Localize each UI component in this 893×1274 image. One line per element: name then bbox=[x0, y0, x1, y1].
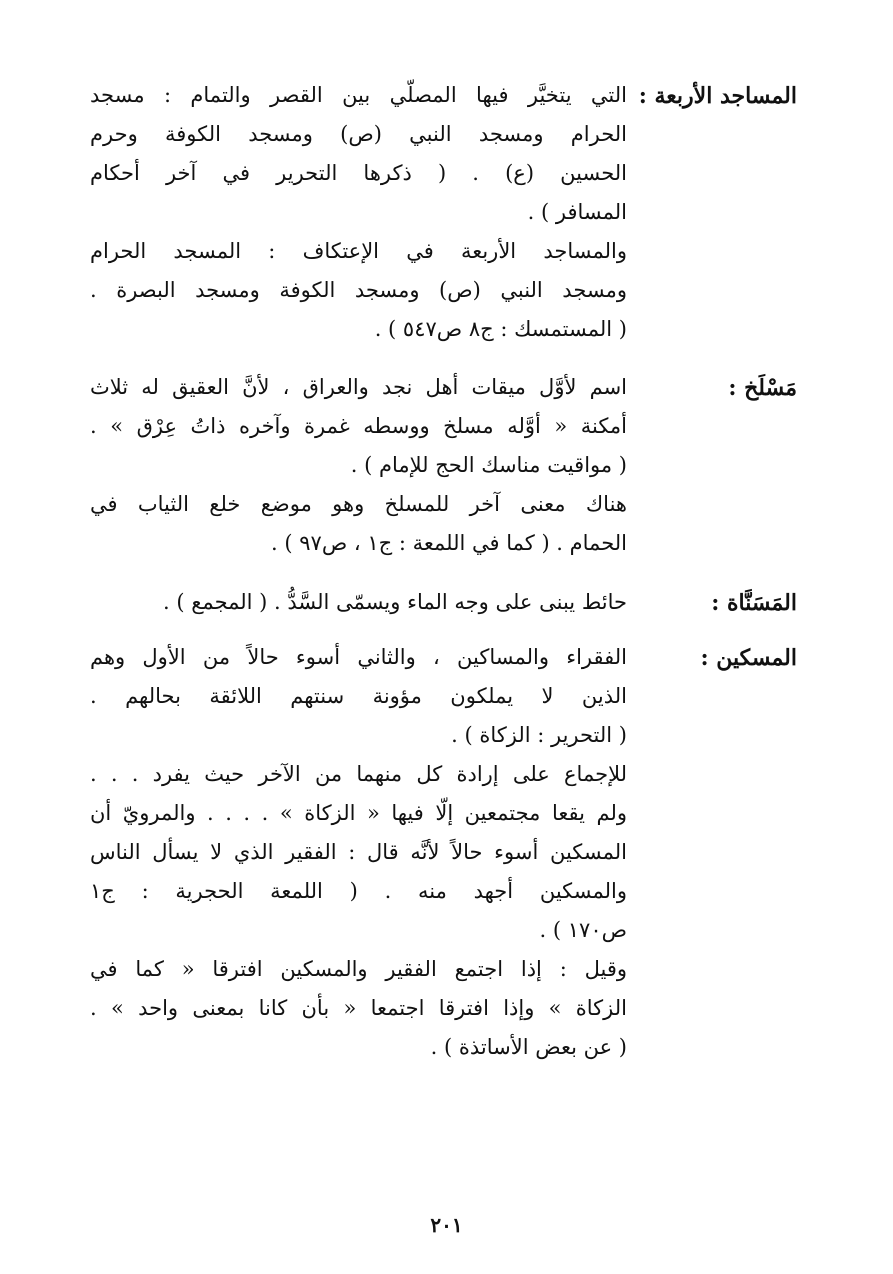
definition-line: وقيل : إذا اجتمع الفقير والمسكين افترقا « كما في bbox=[90, 957, 627, 981]
definition-line: للإجماع على إرادة كل منهما من الآخر حيث يفرد . . . bbox=[90, 762, 627, 786]
definition-line: اسم لأوَّل ميقات أهل نجد والعراق ، لأنَّ العقيق له ثلاث bbox=[90, 375, 627, 399]
definition-line: ( مواقيت مناسك الحج للإمام ) . bbox=[350, 453, 627, 477]
definition-line: حائط يبنى على وجه الماء ويسمّى السَّدُّ . ( المجمع ) . bbox=[163, 590, 627, 614]
definition-line: الزكاة » وإذا افترقا اجتمعا « بأن كانا بمعنى واحد » . bbox=[90, 996, 627, 1020]
entry-masajid bbox=[90, 76, 797, 349]
entry-miskin bbox=[90, 638, 797, 1067]
definition-line: المسافر ) . bbox=[527, 200, 627, 224]
entry-term: المسكين : bbox=[700, 645, 797, 671]
definition-line: ولم يقعا مجتمعين إلّا فيها « الزكاة » . . . . والمرويّ أن bbox=[90, 801, 627, 825]
definition-line: أمكنة « أوَّله مسلخ ووسطه غمرة وآخره ذاتُ عِرْق » . bbox=[90, 414, 627, 438]
entry-definition bbox=[90, 583, 627, 623]
entry-musannat bbox=[90, 583, 797, 623]
definition-line: الفقراء والمساكين ، والثاني أسوء حالاً من الأول وهم bbox=[90, 645, 627, 669]
definition-line: الحرام ومسجد النبي (ص) ومسجد الكوفة وحرم bbox=[90, 122, 627, 146]
definition-line: والمساجد الأربعة في الإعتكاف : المسجد الحرام bbox=[90, 239, 627, 263]
entry-definition bbox=[90, 638, 627, 1067]
definition-line: هناك معنى آخر للمسلخ وهو موضع خلع الثياب في bbox=[90, 492, 627, 516]
definition-line: والمسكين أجهد منه . ( اللمعة الحجرية : ج١ bbox=[90, 879, 627, 903]
definition-line: الحمام . ( كما في اللمعة : ج١ ، ص٩٧ ) . bbox=[271, 531, 627, 555]
entry-term: المساجد الأربعة : bbox=[638, 83, 797, 109]
definition-line: ( التحرير : الزكاة ) . bbox=[451, 723, 627, 747]
entry-maslakh bbox=[90, 368, 797, 563]
entry-term: مَسْلَخ : bbox=[728, 375, 797, 401]
entry-term: المَسَنَّاة : bbox=[711, 590, 797, 616]
definition-line: ( المستمسك : ج٨ ص٥٤٧ ) . bbox=[374, 317, 627, 341]
entry-definition bbox=[90, 368, 627, 563]
page-number: ٢٠١ bbox=[430, 1213, 463, 1237]
entry-definition bbox=[90, 76, 627, 349]
definition-line: الحسين (ع) . ( ذكرها التحرير في آخر أحكام bbox=[90, 161, 627, 185]
definition-line: المسكين أسوء حالاً لأنَّه قال : الفقير الذي لا يسأل الناس bbox=[90, 840, 627, 864]
definition-line: التي يتخيَّر فيها المصلّي بين القصر والتمام : مسجد bbox=[90, 83, 627, 107]
definition-line: ( عن بعض الأساتذة ) . bbox=[430, 1035, 627, 1059]
definition-line: الذين لا يملكون مؤونة سنتهم اللائقة بحالهم . bbox=[90, 684, 627, 708]
definition-line: ص١٧٠ ) . bbox=[539, 918, 627, 942]
definition-line: ومسجد النبي (ص) ومسجد الكوفة ومسجد البصرة . bbox=[90, 278, 627, 302]
